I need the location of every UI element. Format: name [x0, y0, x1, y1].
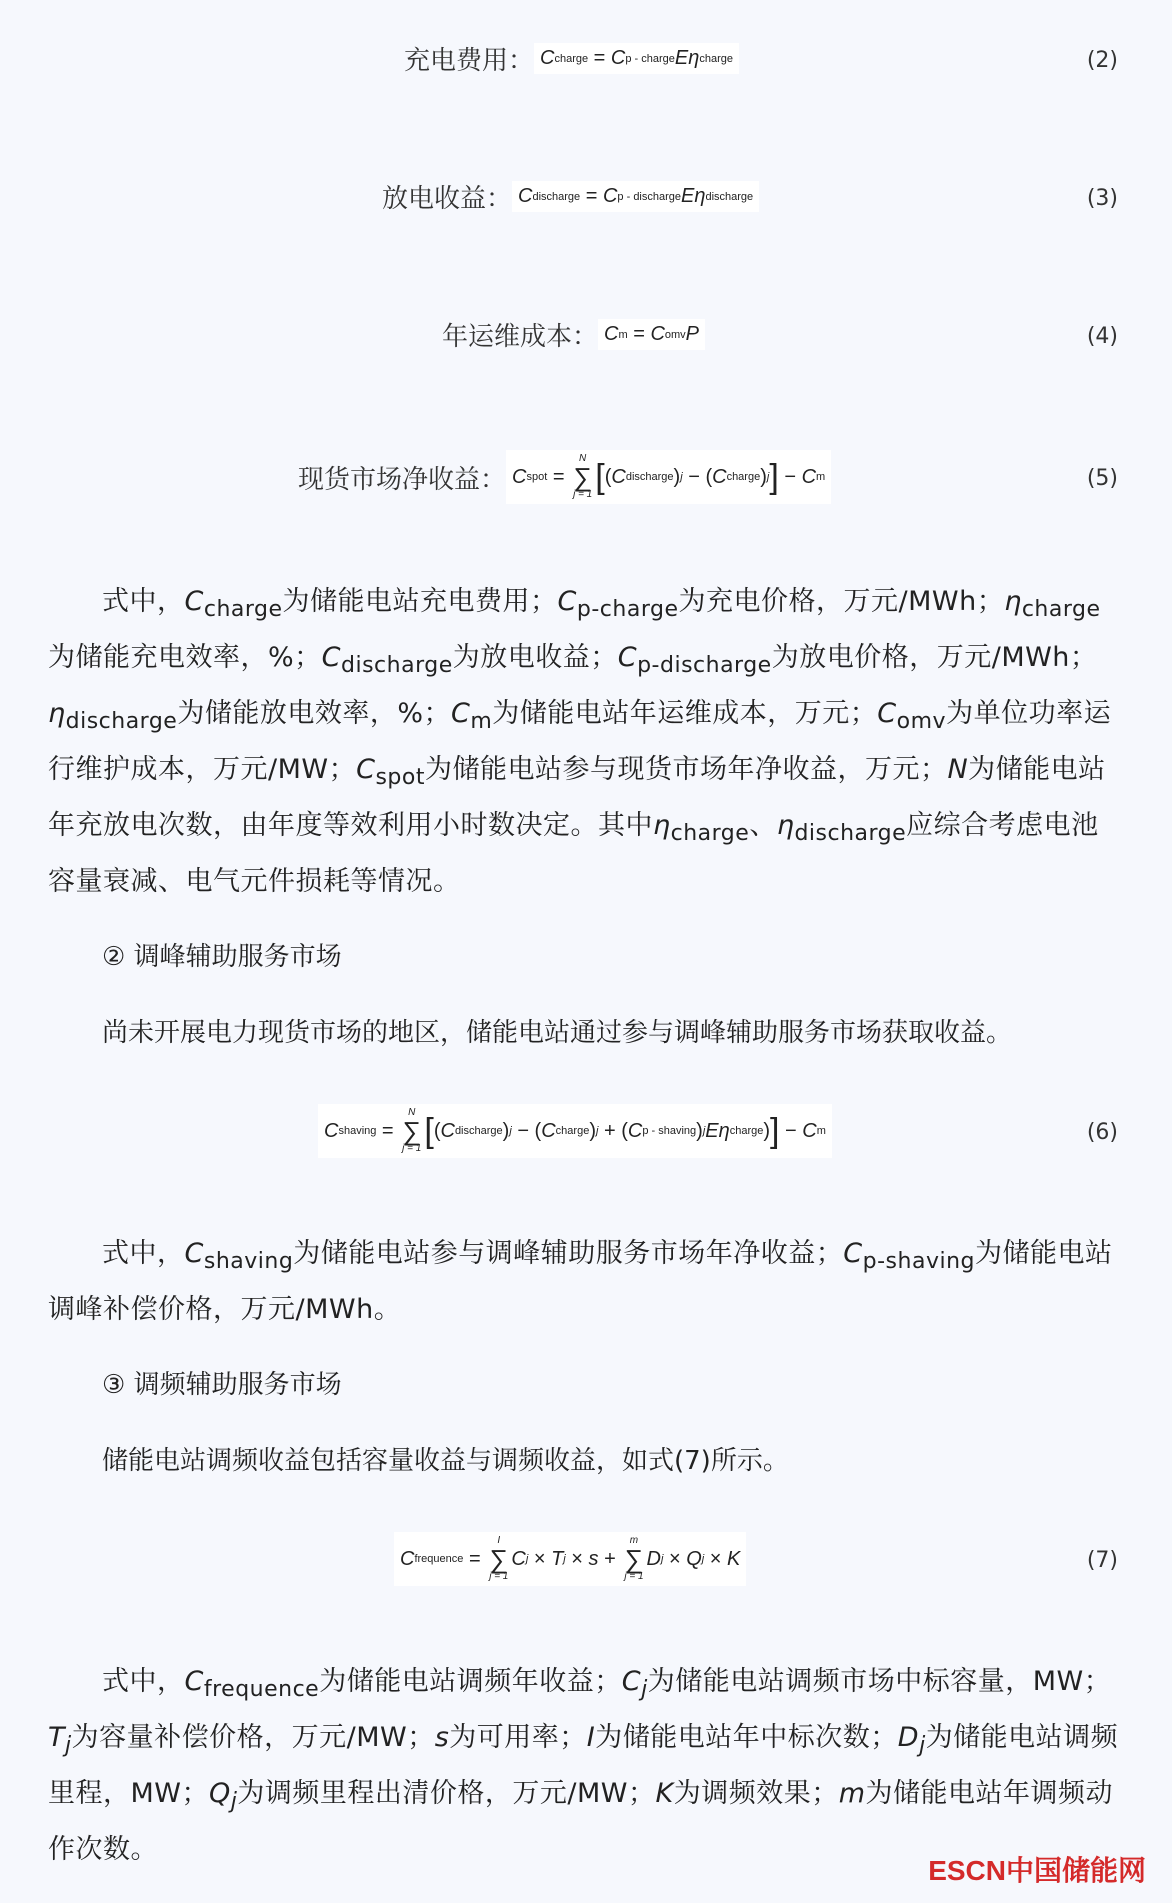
frequency-heading: ③ 调频辅助服务市场 [102, 1370, 342, 1400]
frequency-intro: 储能电站调频收益包括容量收益与调频收益，如式(7)所示。 [102, 1446, 789, 1476]
equation-3-row [0, 168, 1172, 238]
equation-4-row [0, 306, 1172, 376]
equation-5-number: (5) [1086, 466, 1118, 491]
equation-6-formula: C shaving = N ∑ j = 1 [ ( C discharge ) j − ( C charge ) j + ( C p - shaving ) j Eη charge ) ] − C m [318, 1104, 832, 1158]
equation-7-formula: C frequence = I ∑ j = 1 C j × T j × s + m ∑ j = 1 D j × Q j × K [394, 1532, 746, 1586]
equation-5-row [0, 446, 1172, 516]
equation-7-row [0, 1528, 1172, 1598]
definitions-paragraph-3: 式中，$C_{frequence}$为储能电站调频年收益；$C_j$为储能电站调频市场中标容量，MW；$T_j$为容量补偿价格，万元/MW；s为可用率；I为储能电站年中标次数；$D_j$为储能电站调频里程，MW；$Q_j$为调频里程出清价格，万元/MW；K为调频效果；m为储能电站年调频动作次数。 [48, 1666, 1119, 1865]
equation-4-label: 年运维成本： [442, 322, 599, 352]
equation-4-number: (4) [1086, 324, 1118, 349]
equation-5 [298, 450, 831, 504]
equation-3-number: (3) [1086, 186, 1118, 211]
equation-3-label: 放电收益： [382, 184, 513, 214]
equation-6-number: (6) [1086, 1120, 1118, 1145]
peak-shaving-heading: ② 调峰辅助服务市场 [102, 942, 342, 972]
equation-2-formula: C charge = C p - charge Eη charge [534, 43, 739, 74]
equation-7-number: (7) [1086, 1548, 1118, 1573]
equation-2-number: (2) [1086, 48, 1118, 73]
escn-watermark-logo: ESCN中国储能网 [928, 1855, 1146, 1886]
definitions-paragraph-2: 式中，$C_{shaving}$为储能电站参与调峰辅助服务市场年净收益；$C_{p-shaving}$为储能电站调峰补偿价格，万元/MWh。 [48, 1238, 1113, 1325]
equation-7 [394, 1532, 746, 1586]
peak-shaving-intro: 尚未开展电力现货市场的地区，储能电站通过参与调峰辅助服务市场获取收益。 [102, 1018, 1013, 1048]
equation-3-formula: C discharge = C p - discharge Eη discharge [512, 181, 759, 212]
equation-2-row [0, 30, 1172, 100]
equation-6-row [0, 1100, 1172, 1170]
equation-3 [382, 178, 759, 215]
equation-5-formula: C spot = N ∑ j = 1 [ ( C discharge ) j − ( C charge ) j ] − C m [506, 450, 831, 504]
equation-6 [318, 1104, 832, 1158]
definitions-paragraph-1: 式中，$C_{charge}$为储能电站充电费用；$C_{p-charge}$为充电价格，万元/MWh；$\eta_{charge}$为储能充电效率，%；$C_{discharge}$为放电收益；$C_{p-discharge}$为放电价格，万元/MWh；$\eta_{discharge}$为储能放电效率，%；$C_m$为储能电站年运维成本，万元；$C_{omv}$为单位功率运行维护成本，万元/MW；$C_{spot}$为储能电站参与现货市场年净收益，万元；N为储能电站年充放电次数，由年度等效利用小时数决定。其中$\eta_{charge}$、$\eta_{discharge}$应综合考虑电池容量衰减、电气元件损耗等情况。 [48, 586, 1112, 897]
equation-2-label: 充电费用： [404, 46, 535, 76]
equation-5-label: 现货市场净收益： [298, 464, 507, 495]
equation-4 [442, 316, 705, 353]
equation-4-formula: C m = C omv P [598, 319, 705, 350]
equation-2 [404, 40, 739, 77]
